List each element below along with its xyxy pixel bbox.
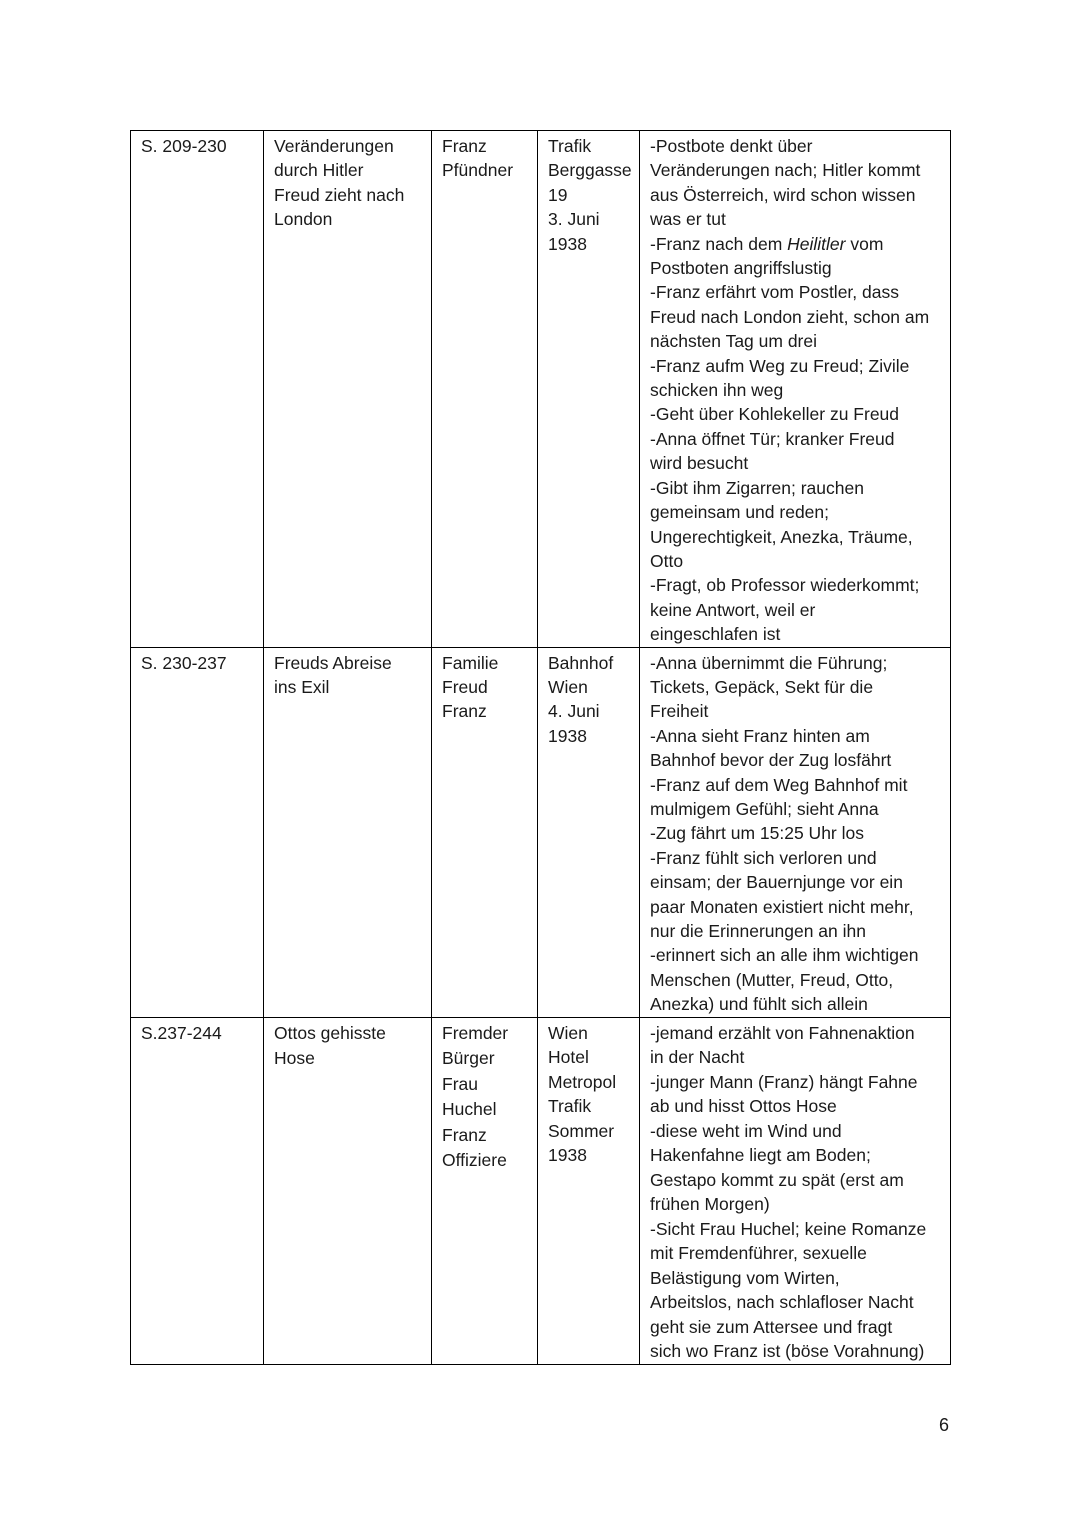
content-line: -Anna sieht Franz hinten am bbox=[650, 725, 870, 746]
content-line: frühen Morgen) bbox=[650, 1194, 770, 1215]
content-line: Belästigung vom Wirten, bbox=[650, 1267, 840, 1288]
content-line: -Postbote denkt über bbox=[650, 136, 813, 156]
content-line: -Zug fährt um 15:25 Uhr los bbox=[650, 823, 864, 844]
content-line: -Anna übernimmt die Führung; bbox=[650, 652, 888, 673]
content-line: gemeinsam und reden; bbox=[650, 502, 829, 523]
persons-cell bbox=[432, 131, 538, 648]
persons-line: Frau bbox=[442, 1073, 478, 1094]
place-time-line: 1938 bbox=[548, 1145, 587, 1166]
content-line: geht sie zum Attersee und fragt bbox=[650, 1316, 893, 1337]
content-line: Menschen (Mutter, Freud, Otto, bbox=[650, 969, 894, 990]
content-line: schicken ihn weg bbox=[650, 380, 784, 401]
content-line: -junger Mann (Franz) hängt Fahne bbox=[650, 1071, 918, 1092]
content-line: -Sicht Frau Huchel; keine Romanze bbox=[650, 1218, 927, 1239]
persons-line: Franz bbox=[442, 1124, 487, 1145]
persons-line: Familie bbox=[442, 652, 499, 673]
pages-text: S. 209-230 bbox=[141, 136, 227, 156]
place-time-line: Wien bbox=[548, 676, 588, 697]
place-time-line: 19 bbox=[548, 184, 568, 205]
place-time-line: Bahnhof bbox=[548, 652, 614, 673]
content-cell bbox=[640, 647, 951, 1017]
content-line: Tickets, Gepäck, Sekt für die bbox=[650, 676, 874, 697]
content-line bbox=[650, 232, 942, 256]
content-line: wird besucht bbox=[650, 453, 749, 474]
chapter-title-line: durch Hitler bbox=[274, 160, 364, 181]
place-time-line: Sommer bbox=[548, 1120, 615, 1141]
place-time-cell bbox=[538, 647, 640, 1017]
chapter-title-line: Freud zieht nach bbox=[274, 184, 405, 205]
content-line: nur die Erinnerungen an ihn bbox=[650, 921, 866, 941]
content-line: -Fragt, ob Professor wiederkommt; bbox=[650, 575, 920, 596]
content-line: Anezka) und fühlt sich allein bbox=[650, 994, 868, 1015]
content-fragment: -Franz nach dem bbox=[650, 233, 788, 254]
content-line: Ungerechtigkeit, Anezka, Träume, bbox=[650, 526, 913, 547]
content-cell bbox=[640, 1017, 951, 1364]
content-line: -Franz fühlt sich verloren und bbox=[650, 847, 877, 868]
content-line: was er tut bbox=[650, 209, 726, 230]
summary-table bbox=[130, 130, 951, 1365]
place-time-line: Hotel bbox=[548, 1047, 589, 1068]
content-line: -Anna öffnet Tür; kranker Freud bbox=[650, 428, 895, 449]
content-line: in der Nacht bbox=[650, 1047, 745, 1068]
chapter-title-cell bbox=[264, 647, 432, 1017]
table-row bbox=[131, 131, 951, 648]
place-time-line: Trafik bbox=[548, 136, 592, 156]
content-fragment: vom bbox=[845, 233, 884, 254]
content-line: paar Monaten existiert nicht mehr, bbox=[650, 896, 914, 917]
content-cell bbox=[640, 131, 951, 648]
content-line: -Geht über Kohlekeller zu Freud bbox=[650, 404, 900, 425]
persons-line: Franz bbox=[442, 701, 487, 722]
content-line: Freiheit bbox=[650, 701, 709, 722]
content-line: einsam; der Bauernjunge vor ein bbox=[650, 872, 903, 893]
content-line: mit Fremdenführer, sexuelle bbox=[650, 1243, 867, 1264]
persons-cell bbox=[432, 1017, 538, 1364]
chapter-title-line: Veränderungen bbox=[274, 136, 394, 156]
persons-line: Fremder bbox=[442, 1022, 509, 1043]
place-time-line: 1938 bbox=[548, 725, 587, 746]
persons-line: Pfündner bbox=[442, 160, 514, 181]
content-line: Bahnhof bevor der Zug losfährt bbox=[650, 750, 892, 771]
chapter-title-line: Ottos gehisste bbox=[274, 1022, 386, 1043]
content-line: -erinnert sich an alle ihm wichtigen bbox=[650, 945, 919, 966]
chapter-title-line: Freuds Abreise bbox=[274, 652, 392, 673]
place-time-line: Metropol bbox=[548, 1071, 617, 1092]
content-line: Otto bbox=[650, 550, 684, 571]
content-line: Postboten angriffslustig bbox=[650, 258, 832, 279]
content-line: Gestapo kommt zu spät (erst am bbox=[650, 1169, 904, 1190]
place-time-line: 4. Juni bbox=[548, 701, 600, 722]
place-time-cell bbox=[538, 131, 640, 648]
content-line: keine Antwort, weil er bbox=[650, 599, 816, 620]
pages-text: S.237-244 bbox=[141, 1022, 222, 1043]
content-line: Arbeitslos, nach schlafloser Nacht bbox=[650, 1292, 914, 1313]
chapter-title-line: London bbox=[274, 209, 333, 230]
chapter-title-line: ins Exil bbox=[274, 676, 330, 697]
pages-cell bbox=[131, 1017, 264, 1364]
page-number: 6 bbox=[939, 1415, 950, 1435]
content-line: ab und hisst Ottos Hose bbox=[650, 1096, 837, 1117]
persons-line: Bürger bbox=[442, 1048, 495, 1069]
persons-line: Freud bbox=[442, 676, 488, 697]
content-line: Veränderungen nach; Hitler kommt bbox=[650, 160, 921, 181]
chapter-title-cell bbox=[264, 1017, 432, 1364]
content-line: mulmigem Gefühl; sieht Anna bbox=[650, 798, 879, 819]
content-line: eingeschlafen ist bbox=[650, 624, 781, 645]
content-line: Freud nach London zieht, schon am bbox=[650, 306, 930, 327]
persons-cell bbox=[432, 647, 538, 1017]
content-line: -Franz erfährt vom Postler, dass bbox=[650, 282, 899, 303]
chapter-title-cell bbox=[264, 131, 432, 648]
content-line: -Franz aufm Weg zu Freud; Zivile bbox=[650, 355, 910, 376]
content-line: -diese weht im Wind und bbox=[650, 1120, 842, 1141]
pages-cell bbox=[131, 647, 264, 1017]
content-line: -Franz auf dem Weg Bahnhof mit bbox=[650, 774, 908, 795]
place-time-line: Berggasse bbox=[548, 160, 632, 181]
content-line: nächsten Tag um drei bbox=[650, 331, 818, 352]
chapter-title-line: Hose bbox=[274, 1048, 315, 1069]
place-time-line: 1938 bbox=[548, 233, 587, 254]
content-line: Hakenfahne liegt am Boden; bbox=[650, 1145, 871, 1166]
persons-line: Offiziere bbox=[442, 1150, 507, 1171]
content-line: sich wo Franz ist (böse Vorahnung) bbox=[650, 1341, 925, 1362]
pages-cell bbox=[131, 131, 264, 648]
persons-line: Huchel bbox=[442, 1099, 497, 1120]
place-time-line: Wien bbox=[548, 1022, 588, 1043]
persons-line: Franz bbox=[442, 136, 487, 156]
table-row bbox=[131, 647, 951, 1017]
content-line: -jemand erzählt von Fahnenaktion bbox=[650, 1022, 915, 1043]
place-time-line: Trafik bbox=[548, 1096, 592, 1117]
content-line: -Gibt ihm Zigarren; rauchen bbox=[650, 477, 864, 498]
place-time-cell bbox=[538, 1017, 640, 1364]
pages-text: S. 230-237 bbox=[141, 652, 227, 673]
place-time-line: 3. Juni bbox=[548, 209, 600, 230]
content-line: aus Österreich, wird schon wissen bbox=[650, 184, 916, 205]
content-italic-word: Heilitler bbox=[787, 233, 846, 254]
table-row bbox=[131, 1017, 951, 1364]
